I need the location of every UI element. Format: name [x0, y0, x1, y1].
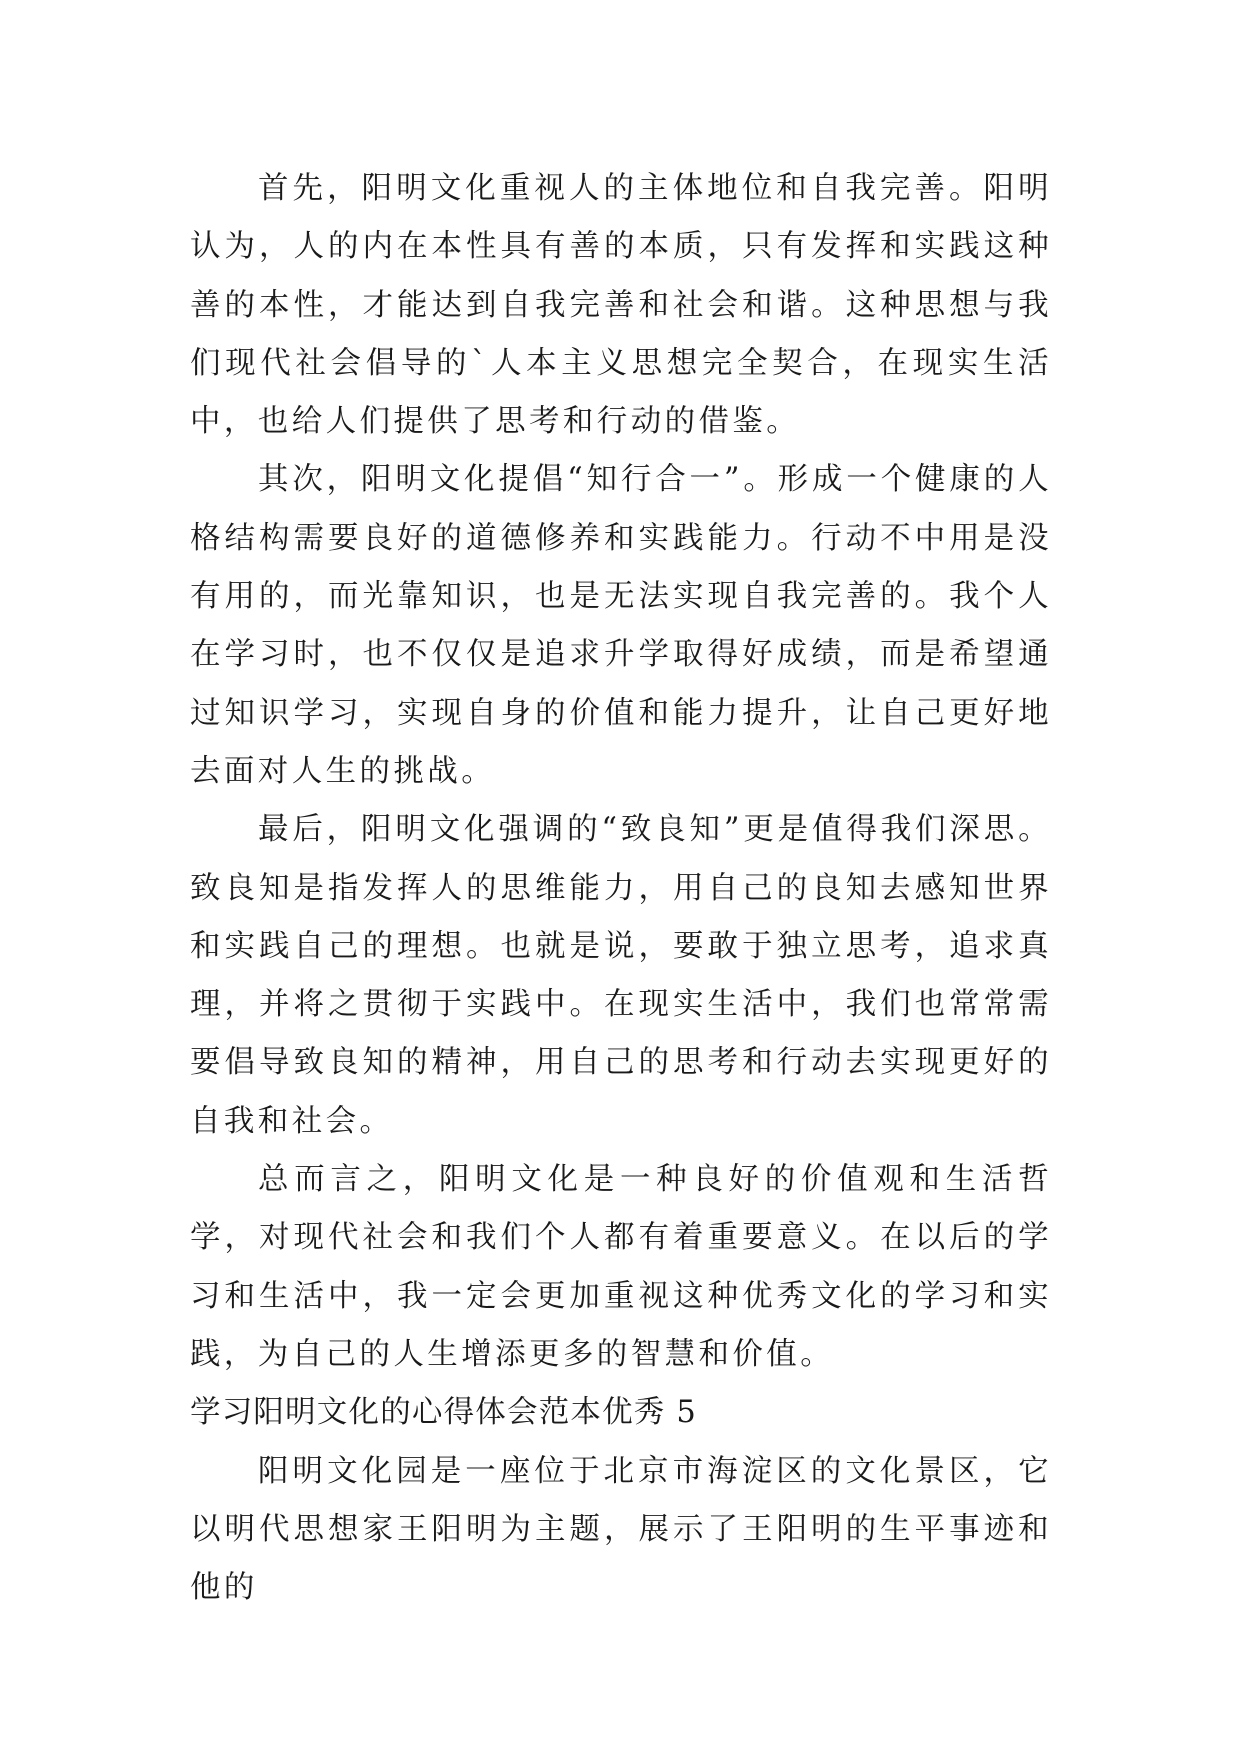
paragraph-conclusion: 总而言之，阳明文化是一种良好的价值观和生活哲学，对现代社会和我们个人都有着重要意义。在以后的学习和生活中，我一定会更加重视这种优秀文化的学习和实践，为自己的人生增添更多的智慧和价值。 — [190, 1162, 1052, 1372]
paragraph-culture-park: 阳明文化园是一座位于北京市海淀区的文化景区，它以明代思想家王阳明为主题，展示了王阳明的生平事迹和他的 — [190, 1453, 1052, 1606]
paragraph-subject-status: 首先，阳明文化重视人的主体地位和自我完善。阳明认为，人的内在本性具有善的本质，只有发挥和实践这种善的本性，才能达到自我完善和社会和谐。这种思想与我们现代社会倡导的`人本主义思想完全契合，在现实生活中，也给人们提供了思考和行动的借鉴。 — [190, 171, 1052, 440]
paragraph-extending-innate-knowledge: 最后，阳明文化强调的“致良知”更是值得我们深思。致良知是指发挥人的思维能力，用自己的良知去感知世界和实践自己的理想。也就是说，要敢于独立思考，追求真理，并将之贯彻于实践中。在现实生活中，我们也常常需要倡导致良知的精神，用自己的思考和行动去实现更好的自我和社会。 — [190, 812, 1052, 1139]
document-body — [190, 160, 1052, 1617]
paragraph-unity-of-knowledge-action: 其次，阳明文化提倡“知行合一”。形成一个健康的人格结构需要良好的道德修养和实践能力。行动不中用是没有用的，而光靠知识，也是无法实现自我完善的。我个人在学习时，也不仅仅是追求升学取得好成绩，而是希望通过知识学习，实现自身的价值和能力提升，让自己更好地去面对人生的挑战。 — [190, 462, 1052, 789]
section-heading: 学习阳明文化的心得体会范本优秀 5 — [190, 1395, 697, 1431]
